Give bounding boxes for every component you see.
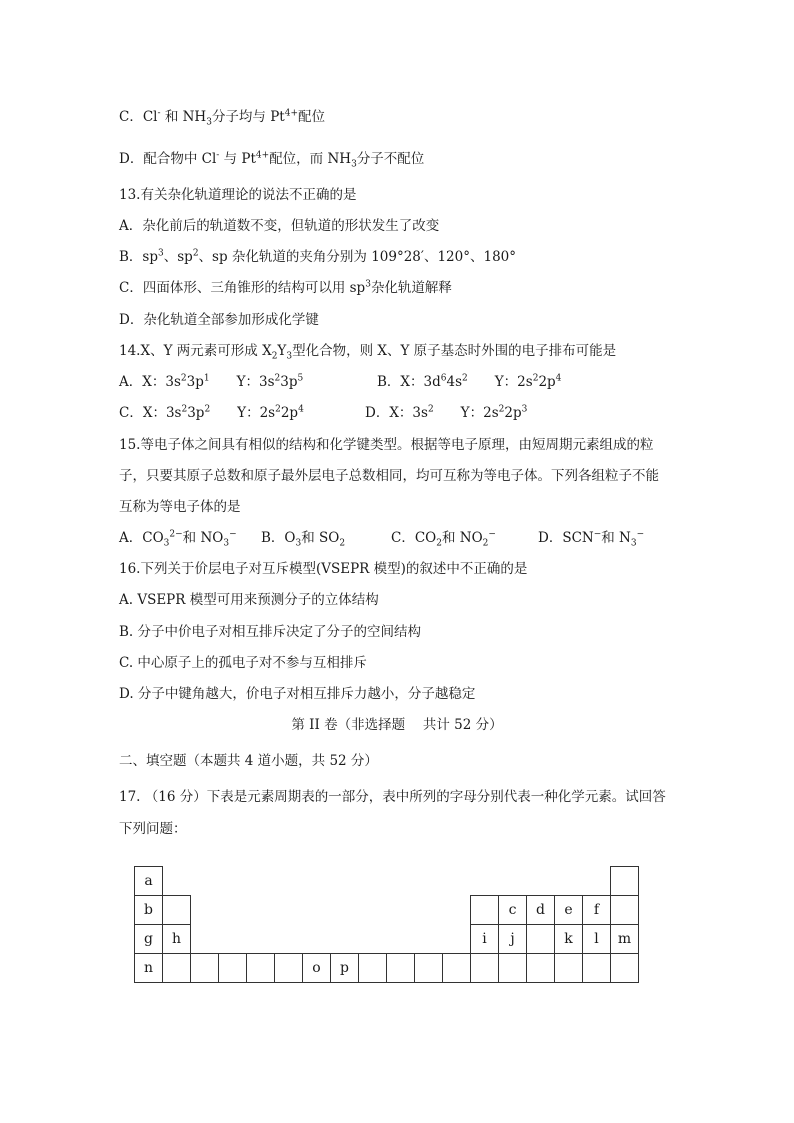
empty-gap [191, 896, 219, 925]
q16-option-d: D. 分子中键角越大，价电子对相互排斥力越小，分子越稳定 [119, 686, 476, 702]
section-2-title: 第 II 卷（非选择题 共计 52 分） [291, 717, 503, 733]
element-cell-o: o [303, 954, 331, 983]
empty-gap [415, 925, 443, 954]
table-row [135, 925, 639, 954]
element-cell-e: e [555, 896, 583, 925]
empty-gap [359, 896, 387, 925]
q16-option-c: C. 中心原子上的孤电子对不参与互相排斥 [119, 655, 367, 671]
element-cell-h: h [163, 925, 191, 954]
element-cell-b: b [135, 896, 163, 925]
q14-option-c: C．X：$3s^23p^2$ Y：$2s^22p^4$ [119, 404, 304, 421]
empty-gap [359, 867, 387, 896]
empty-gap [443, 867, 471, 896]
element-cell-blank [275, 954, 303, 983]
element-cell-blank [471, 896, 499, 925]
element-cell-blank [527, 954, 555, 983]
q15-stem-line2: 子，只要其原子总数和原子最外层电子总数相同，均可互称为等电子体。下列各组粒子不能 [119, 468, 659, 484]
empty-gap [443, 925, 471, 954]
q13-option-c: C．四面体形、三角锥形的结构可以用 $sp^3$杂化轨道解释 [119, 279, 452, 296]
empty-gap [331, 896, 359, 925]
q12-option-c: C．Cl- 和 $NH_3$分子均与 $Pt^{4+}$配位 [119, 108, 326, 128]
empty-gap [471, 867, 499, 896]
q16-option-b: B. 分子中价电子对相互排斥决定了分子的空间结构 [119, 624, 422, 640]
empty-gap [219, 896, 247, 925]
q16-option-a: A. VSEPR 模型可用来预测分子的立体结构 [119, 592, 379, 608]
q14-stem: 14.X、Y 两元素可形成 $X_2Y_3$型化合物，则 X、Y 原子基态时外围的电子排布可能是 [119, 343, 617, 362]
q17-stem-line2: 下列问题： [119, 821, 187, 837]
empty-gap [387, 896, 415, 925]
empty-gap [359, 925, 387, 954]
element-cell-n: n [135, 954, 163, 983]
element-cell-blank [471, 954, 499, 983]
empty-gap [583, 867, 611, 896]
table-row [135, 867, 639, 896]
q14-option-a: A．X：$3s^23p^1$ Y：$3s^23p^5$ [119, 373, 304, 390]
element-cell-blank [359, 954, 387, 983]
q16-stem: 16.下列关于价层电子对互斥模型(VSEPR 模型)的叙述中不正确的是 [119, 561, 528, 577]
element-cell-blank [611, 954, 639, 983]
element-cell-k: k [555, 925, 583, 954]
element-cell-blank [415, 954, 443, 983]
element-cell-d: d [527, 896, 555, 925]
element-cell-blank [555, 954, 583, 983]
q15-option-d: D．SCN−和 $N_3^-$ [538, 529, 645, 549]
empty-gap [303, 896, 331, 925]
q14-option-b: B．X：$3d^64s^2$ Y：$2s^22p^4$ [377, 373, 562, 390]
element-cell-a: a [135, 867, 163, 896]
table-row [135, 896, 639, 925]
element-cell-l: l [583, 925, 611, 954]
q13-option-b: B．$sp^3$、$sp^2$、sp 杂化轨道的夹角分别为 109°28′、120°、180° [119, 248, 516, 265]
empty-gap [527, 867, 555, 896]
q15-option-b: B．$O_3$和 $SO_2$ [261, 530, 346, 549]
element-cell-blank [443, 954, 471, 983]
q14-options-cd [119, 403, 679, 423]
element-cell-p: p [331, 954, 359, 983]
empty-gap [387, 867, 415, 896]
empty-gap [191, 925, 219, 954]
q12-option-d: D．配合物中 Cl- 与 $Pt^{4+}$配位，而 $NH_3$分子不配位 [119, 150, 425, 170]
empty-gap [275, 896, 303, 925]
empty-gap [443, 896, 471, 925]
q13-stem: 13.有关杂化轨道理论的说法不正确的是 [119, 187, 357, 203]
empty-gap [219, 867, 247, 896]
q15-options [119, 528, 679, 548]
element-cell-blank [219, 954, 247, 983]
empty-gap [499, 867, 527, 896]
empty-gap [331, 867, 359, 896]
element-cell-c: c [499, 896, 527, 925]
q13-option-d: D．杂化轨道全部参加形成化学键 [119, 312, 319, 328]
element-cell-blank [527, 925, 555, 954]
empty-gap [275, 925, 303, 954]
q15-option-a: A．$CO_3^{2-}$和 $NO_3^-$ [119, 529, 237, 549]
empty-gap [303, 925, 331, 954]
element-cell-j: j [499, 925, 527, 954]
element-cell-blank [163, 954, 191, 983]
element-cell-blank [499, 954, 527, 983]
empty-gap [219, 925, 247, 954]
table-row [135, 954, 639, 983]
q13-option-a: A．杂化前后的轨道数不变，但轨道的形状发生了改变 [119, 218, 440, 234]
q14-options-ab [119, 372, 679, 392]
empty-gap [415, 896, 443, 925]
empty-gap [387, 925, 415, 954]
periodic-table [134, 866, 639, 983]
empty-gap [191, 867, 219, 896]
q15-stem-line3: 互称为等电子体的是 [119, 499, 241, 515]
empty-gap [275, 867, 303, 896]
empty-gap [163, 867, 191, 896]
q15-option-c: C．$CO_2$和 $NO_2^-$ [391, 529, 496, 549]
element-cell-blank [583, 954, 611, 983]
q14-option-d: D．X：$3s^2$ Y：$2s^22p^3$ [365, 404, 528, 421]
element-cell-blank [163, 896, 191, 925]
q17-stem-line1: 17. （16 分）下表是元素周期表的一部分，表中所列的字母分别代表一种化学元素。试回答 [119, 789, 666, 805]
empty-gap [247, 925, 275, 954]
empty-gap [415, 867, 443, 896]
element-cell-blank [387, 954, 415, 983]
element-cell-m: m [611, 925, 639, 954]
q15-stem-line1: 15.等电子体之间具有相似的结构和化学键类型。根据等电子原理，由短周期元素组成的粒 [119, 437, 654, 453]
element-cell-blank [247, 954, 275, 983]
empty-gap [303, 867, 331, 896]
section-2-heading: 二、填空题（本题共 4 道小题，共 52 分） [119, 753, 378, 769]
empty-gap [555, 867, 583, 896]
element-cell-blank [611, 867, 639, 896]
empty-gap [247, 896, 275, 925]
element-cell-i: i [471, 925, 499, 954]
empty-gap [331, 925, 359, 954]
element-cell-f: f [583, 896, 611, 925]
empty-gap [247, 867, 275, 896]
element-cell-blank [191, 954, 219, 983]
element-cell-blank [611, 896, 639, 925]
element-cell-g: g [135, 925, 163, 954]
